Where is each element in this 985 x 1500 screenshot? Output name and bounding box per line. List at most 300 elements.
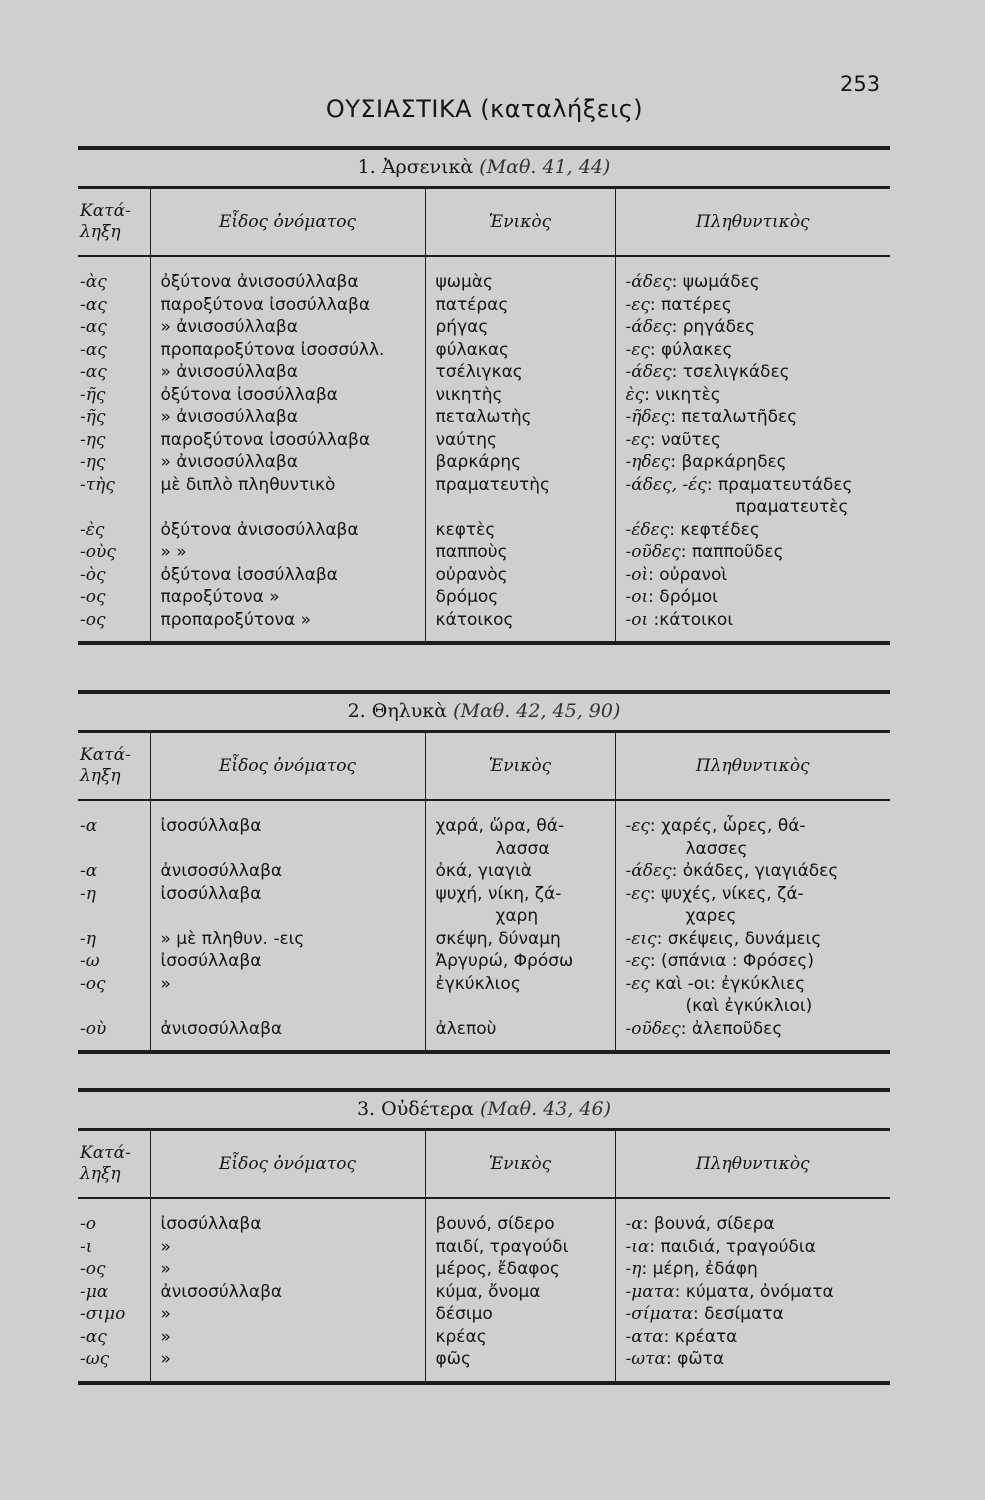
- section-feminine: [78, 690, 890, 1054]
- plural-words-cont: χαρες: [685, 906, 737, 926]
- singular-text: ἀλεποὺ: [435, 1018, 497, 1039]
- plural-words: : (σπάνια : Φρόσες): [649, 951, 815, 971]
- header-kind-text: Εἶδος ὀνόματος: [219, 756, 356, 776]
- kind-text: »: [160, 1259, 171, 1279]
- singular-text: νικητὴς: [435, 384, 503, 405]
- table-row: [78, 1198, 890, 1236]
- singular-text: κάτοικος: [435, 609, 514, 630]
- singular-text: παπποὺς: [435, 542, 508, 562]
- plural-cell: [615, 429, 890, 452]
- header-ending: [78, 732, 150, 801]
- plural-words: : δεσίματα: [692, 1304, 784, 1324]
- page-number: 253: [840, 72, 881, 96]
- ending-cell: [78, 316, 150, 339]
- singular-text: κύμα, ὄνομα: [435, 1281, 541, 1302]
- plural-words: : οὐρανοὶ: [648, 564, 728, 585]
- ending-text: -τὴς: [80, 474, 115, 495]
- section-title-feminine: [78, 690, 890, 730]
- singular-cell: [425, 973, 615, 1018]
- header-ending: [78, 1130, 150, 1199]
- header-ending-line2: ληξη: [80, 222, 121, 242]
- ending-cell: [78, 586, 150, 609]
- plural-cell: [615, 1348, 890, 1383]
- plural-ending: -ηδες: [625, 452, 671, 472]
- plural-cell: [615, 294, 890, 317]
- singular-text: ἐγκύκλιος: [435, 973, 521, 994]
- plural-ending: -ες: [625, 883, 650, 904]
- plural-cell: [615, 541, 890, 564]
- kind-cell: [150, 586, 425, 609]
- plural-words: : νικητὲς: [644, 384, 721, 405]
- table-row: [78, 294, 890, 317]
- singular-text: ναύτης: [435, 429, 498, 450]
- kind-text: παροξύτονα ἰσοσύλλαβα: [160, 429, 371, 450]
- singular-cell: [425, 541, 615, 564]
- ending-text: -ης: [80, 452, 106, 472]
- kind-cell: [150, 316, 425, 339]
- singular-text: ὀκά, γιαγιὰ: [435, 861, 532, 881]
- plural-words: : δρόμοι: [648, 587, 718, 607]
- header-singular: [425, 188, 615, 257]
- singular-text: βουνό, σίδερο: [435, 1214, 555, 1234]
- table-row: [78, 541, 890, 564]
- plural-words: : ναῦτες: [649, 429, 721, 450]
- kind-text: ἀνισοσύλλαβα: [160, 1018, 283, 1039]
- kind-cell: [150, 609, 425, 644]
- singular-cell: [425, 1281, 615, 1304]
- plural-cell: [615, 950, 890, 973]
- plural-ending: -ατα: [625, 1326, 664, 1347]
- singular-cell: [425, 361, 615, 384]
- ending-cell: [78, 429, 150, 452]
- ending-text: -ὸς: [80, 564, 106, 585]
- table-row: [78, 586, 890, 609]
- plural-cell: [615, 1018, 890, 1053]
- ending-cell: [78, 406, 150, 429]
- ending-text: -οὺ: [80, 1018, 107, 1039]
- ending-text: -ως: [80, 1349, 110, 1369]
- plural-words: : πατέρες: [649, 294, 732, 315]
- kind-cell: [150, 1018, 425, 1053]
- plural-cell: [615, 973, 890, 1018]
- ending-text: -ω: [80, 951, 100, 971]
- kind-text: ἀνισοσύλλαβα: [160, 861, 283, 881]
- kind-cell: [150, 1303, 425, 1326]
- plural-ending: -ες: [625, 294, 650, 315]
- ending-text: -η: [80, 883, 96, 904]
- plural-ending: -ες: [625, 951, 650, 971]
- singular-cell: [425, 256, 615, 294]
- table-row: [78, 1281, 890, 1304]
- header-singular: [425, 732, 615, 801]
- kind-cell: [150, 973, 425, 1018]
- ending-text: -ος: [80, 1259, 106, 1279]
- kind-cell: [150, 429, 425, 452]
- singular-cell: [425, 294, 615, 317]
- plural-words: : τσελιγκάδες: [671, 362, 790, 382]
- singular-text: τσέλιγκας: [435, 362, 523, 382]
- ending-cell: [78, 950, 150, 973]
- singular-cell: [425, 1258, 615, 1281]
- kind-text: ἰσοσύλλαβα: [160, 951, 262, 971]
- endings-table: [78, 1128, 890, 1385]
- table-row: [78, 1303, 890, 1326]
- kind-text: μὲ διπλὸ πληθυντικὸ: [160, 474, 336, 495]
- header-kind: [150, 188, 425, 257]
- plural-words: καὶ -οι: ἐγκύκλιες: [649, 973, 806, 994]
- section-title-text: 2. Θηλυκὰ: [347, 700, 448, 722]
- table-row: [78, 384, 890, 407]
- singular-cell: [425, 1018, 615, 1053]
- kind-cell: [150, 361, 425, 384]
- plural-words: : παιδιά, τραγούδια: [649, 1236, 816, 1257]
- plural-cell: [615, 474, 890, 519]
- kind-cell: [150, 339, 425, 362]
- plural-cell: [615, 928, 890, 951]
- kind-text: » ἀνισοσύλλαβα: [160, 407, 298, 427]
- plural-ending: -ωτα: [625, 1349, 666, 1369]
- ending-text: -μα: [80, 1281, 109, 1302]
- section-neuter: [78, 1088, 890, 1385]
- table-row: [78, 519, 890, 542]
- singular-cell: [425, 950, 615, 973]
- plural-words: : κύματα, ὀνόματα: [674, 1281, 834, 1302]
- singular-cell: [425, 564, 615, 587]
- plural-ending: -οι: [625, 609, 649, 630]
- kind-text: παροξύτονα ἰσοσύλλαβα: [160, 294, 371, 315]
- plural-cell: [615, 800, 890, 860]
- singular-text: ρήγας: [435, 317, 489, 337]
- plural-cell: [615, 883, 890, 928]
- table-row: [78, 1348, 890, 1383]
- ending-text: -ο: [80, 1214, 96, 1234]
- table-row: [78, 564, 890, 587]
- endings-table: [78, 186, 890, 645]
- singular-text: φύλακας: [435, 339, 510, 360]
- header-ending-line2: ληξη: [80, 766, 121, 786]
- kind-text: » ἀνισοσύλλαβα: [160, 362, 298, 382]
- kind-text: »: [160, 1326, 171, 1347]
- singular-text: φῶς: [435, 1349, 471, 1369]
- table-row: [78, 928, 890, 951]
- ending-cell: [78, 541, 150, 564]
- header-singular-text: Ἑνικὸς: [488, 212, 552, 232]
- singular-cell: [425, 1236, 615, 1259]
- ending-text: -ης: [80, 429, 106, 450]
- plural-cell: [615, 1326, 890, 1349]
- singular-text: πεταλωτὴς: [435, 407, 532, 427]
- plural-cell: [615, 519, 890, 542]
- kind-cell: [150, 519, 425, 542]
- plural-words: : σκέψεις, δυνάμεις: [656, 928, 822, 949]
- section-reference: (Μαθ. 42, 45, 90): [453, 700, 621, 722]
- plural-cell: [615, 451, 890, 474]
- kind-text: ὀξύτονα ἰσοσύλλαβα: [160, 564, 338, 585]
- header-singular: [425, 1130, 615, 1199]
- plural-ending: -σίματα: [625, 1304, 693, 1324]
- ending-cell: [78, 1236, 150, 1259]
- plural-cell: [615, 1258, 890, 1281]
- table-row: [78, 609, 890, 644]
- plural-ending: -η: [625, 1259, 642, 1279]
- plural-ending: -άδες: [625, 362, 672, 382]
- plural-cell: [615, 316, 890, 339]
- plural-ending: -άδες, -ές: [625, 474, 707, 495]
- section-title-text: 3. Οὐδέτερα: [356, 1098, 474, 1120]
- singular-text: Ἀργυρώ, Φρόσω: [435, 951, 574, 971]
- header-plural-text: Πληθυντικὸς: [695, 212, 810, 232]
- kind-text: προπαροξύτονα ἰσοσσύλλ.: [160, 339, 385, 360]
- ending-text: -ι: [80, 1236, 93, 1257]
- ending-cell: [78, 451, 150, 474]
- plural-words: : μέρη, ἐδάφη: [641, 1259, 758, 1279]
- plural-ending: -ες: [625, 816, 650, 836]
- plural-words: : βουνά, σίδερα: [642, 1214, 775, 1234]
- singular-text: βαρκάρης: [435, 452, 522, 472]
- table-row: [78, 339, 890, 362]
- header-kind-text: Εἶδος ὀνόματος: [219, 212, 356, 232]
- singular-text: σκέψη, δύναμη: [435, 928, 561, 949]
- section-masculine: [78, 146, 890, 645]
- singular-cell: [425, 1326, 615, 1349]
- ending-text: -σιμο: [80, 1304, 126, 1324]
- table-row: [78, 1326, 890, 1349]
- section-reference: (Μαθ. 43, 46): [479, 1098, 612, 1120]
- singular-text: δρόμος: [435, 587, 499, 607]
- singular-cell: [425, 860, 615, 883]
- kind-cell: [150, 1326, 425, 1349]
- ending-cell: [78, 1018, 150, 1053]
- kind-cell: [150, 800, 425, 860]
- ending-cell: [78, 928, 150, 951]
- header-ending-line2: ληξη: [80, 1164, 121, 1184]
- table-row: [78, 474, 890, 519]
- singular-cell: [425, 474, 615, 519]
- ending-cell: [78, 339, 150, 362]
- ending-cell: [78, 256, 150, 294]
- kind-cell: [150, 474, 425, 519]
- kind-text: προπαροξύτονα »: [160, 609, 312, 630]
- kind-cell: [150, 451, 425, 474]
- ending-cell: [78, 361, 150, 384]
- ending-cell: [78, 973, 150, 1018]
- kind-text: παροξύτονα »: [160, 587, 280, 607]
- kind-cell: [150, 541, 425, 564]
- plural-cell: [615, 586, 890, 609]
- ending-text: -ας: [80, 317, 107, 337]
- singular-text: χαρά, ὥρα, θά-: [435, 816, 565, 836]
- ending-cell: [78, 1348, 150, 1383]
- kind-text: » ἀνισοσύλλαβα: [160, 317, 298, 337]
- ending-cell: [78, 800, 150, 860]
- plural-ending: -α: [625, 1214, 643, 1234]
- table-row: [78, 316, 890, 339]
- ending-text: -οὺς: [80, 542, 116, 562]
- singular-cell: [425, 1348, 615, 1383]
- ending-text: -ας: [80, 294, 107, 315]
- header-ending: [78, 188, 150, 257]
- plural-cell: [615, 1198, 890, 1236]
- kind-text: ἰσοσύλλαβα: [160, 883, 262, 904]
- kind-text: ἰσοσύλλαβα: [160, 1214, 262, 1234]
- kind-text: »: [160, 1349, 171, 1369]
- header-kind-text: Εἶδος ὀνόματος: [219, 1154, 356, 1174]
- table-row: [78, 1236, 890, 1259]
- kind-cell: [150, 294, 425, 317]
- singular-cell: [425, 1198, 615, 1236]
- plural-words-cont: (καὶ ἐγκύκλιοι): [685, 996, 813, 1016]
- plural-ending: -οὶ: [625, 564, 649, 585]
- ending-cell: [78, 609, 150, 644]
- table-row: [78, 1258, 890, 1281]
- kind-text: ἰσοσύλλαβα: [160, 816, 262, 836]
- kind-text: »: [160, 1236, 171, 1257]
- plural-words: : ἀλεποῦδες: [680, 1018, 783, 1039]
- plural-ending: -ες: [625, 339, 650, 360]
- plural-cell: [615, 406, 890, 429]
- plural-cell: [615, 384, 890, 407]
- kind-cell: [150, 384, 425, 407]
- ending-cell: [78, 294, 150, 317]
- plural-words: : ρηγάδες: [671, 317, 756, 337]
- ending-cell: [78, 1303, 150, 1326]
- ending-text: -ας: [80, 362, 107, 382]
- plural-words: :κάτοικοι: [648, 609, 734, 630]
- section-title-neuter: [78, 1088, 890, 1128]
- ending-cell: [78, 474, 150, 519]
- plural-words: : κεφτέδες: [669, 519, 760, 540]
- plural-ending: -ες: [625, 973, 650, 994]
- header-plural: [615, 732, 890, 801]
- singular-text-cont: λασσα: [495, 838, 550, 859]
- plural-cell: [615, 860, 890, 883]
- kind-cell: [150, 883, 425, 928]
- plural-words-cont: λασσες: [685, 838, 748, 859]
- kind-cell: [150, 928, 425, 951]
- ending-text: -ας: [80, 1326, 107, 1347]
- ending-cell: [78, 860, 150, 883]
- singular-text: ψωμὰς: [435, 272, 493, 292]
- plural-cell: [615, 1281, 890, 1304]
- singular-cell: [425, 1303, 615, 1326]
- singular-text: παιδί, τραγούδι: [435, 1236, 569, 1257]
- ending-text: -ῆς: [80, 407, 106, 427]
- kind-cell: [150, 1281, 425, 1304]
- plural-words: : ψωμάδες: [671, 272, 760, 292]
- header-singular-text: Ἑνικὸς: [488, 756, 552, 776]
- table-row: [78, 950, 890, 973]
- plural-cell: [615, 339, 890, 362]
- table-row: [78, 429, 890, 452]
- kind-text: »: [160, 973, 171, 994]
- ending-text: -η: [80, 928, 96, 949]
- header-ending-line1: Κατά-: [80, 1143, 131, 1163]
- ending-text: -ος: [80, 587, 106, 607]
- table-row: [78, 860, 890, 883]
- plural-ending: ὲς: [625, 384, 645, 405]
- ending-text: -ὲς: [80, 519, 105, 540]
- ending-text: -α: [80, 861, 98, 881]
- kind-cell: [150, 256, 425, 294]
- header-ending-line1: Κατά-: [80, 745, 131, 765]
- plural-ending: -εις: [625, 928, 657, 949]
- table-row: [78, 406, 890, 429]
- plural-words: : χαρές, ὧρες, θά-: [649, 816, 806, 836]
- singular-text: δέσιμο: [435, 1304, 493, 1324]
- plural-words: : παπποῦδες: [680, 542, 784, 562]
- singular-cell: [425, 609, 615, 644]
- ending-text: -α: [80, 816, 98, 836]
- singular-cell: [425, 429, 615, 452]
- singular-cell: [425, 883, 615, 928]
- kind-cell: [150, 950, 425, 973]
- kind-cell: [150, 406, 425, 429]
- singular-text: κεφτὲς: [435, 519, 496, 540]
- kind-cell: [150, 1236, 425, 1259]
- plural-words: : κρέατα: [663, 1326, 738, 1347]
- singular-cell: [425, 800, 615, 860]
- header-ending-line1: Κατά-: [80, 201, 131, 221]
- header-singular-text: Ἑνικὸς: [488, 1154, 552, 1174]
- singular-cell: [425, 316, 615, 339]
- ending-text: -ὰς: [80, 272, 107, 292]
- plural-ending: -ῆδες: [625, 407, 671, 427]
- ending-cell: [78, 564, 150, 587]
- plural-ending: -έδες: [625, 519, 670, 540]
- header-plural: [615, 1130, 890, 1199]
- plural-ending: -άδες: [625, 272, 672, 292]
- table-row: [78, 256, 890, 294]
- singular-cell: [425, 406, 615, 429]
- singular-cell: [425, 519, 615, 542]
- section-title-text: 1. Ἀρσενικὰ: [357, 156, 474, 178]
- singular-cell: [425, 339, 615, 362]
- table-row: [78, 361, 890, 384]
- kind-text: ὀξύτονα ἀνισοσύλλαβα: [160, 272, 359, 292]
- header-plural-text: Πληθυντικὸς: [695, 756, 810, 776]
- plural-ending: -άδες: [625, 317, 672, 337]
- kind-text: » »: [160, 542, 187, 562]
- plural-ending: -οῦδες: [625, 542, 681, 562]
- ending-text: -ας: [80, 339, 107, 360]
- kind-text: » μὲ πληθυν. -εις: [160, 928, 305, 949]
- ending-cell: [78, 1198, 150, 1236]
- singular-cell: [425, 451, 615, 474]
- plural-ending: -οι: [625, 587, 649, 607]
- plural-words: : ὀκάδες, γιαγιάδες: [671, 861, 839, 881]
- plural-ending: -ες: [625, 429, 650, 450]
- singular-text: πραματευτὴς: [435, 474, 551, 495]
- singular-text: ψυχή, νίκη, ζά-: [435, 883, 562, 904]
- ending-cell: [78, 883, 150, 928]
- header-kind: [150, 732, 425, 801]
- singular-cell: [425, 384, 615, 407]
- singular-cell: [425, 928, 615, 951]
- plural-cell: [615, 1236, 890, 1259]
- kind-cell: [150, 860, 425, 883]
- ending-cell: [78, 1281, 150, 1304]
- kind-cell: [150, 564, 425, 587]
- kind-cell: [150, 1258, 425, 1281]
- plural-ending: -άδες: [625, 861, 672, 881]
- plural-words-cont: πραματευτὲς: [735, 497, 849, 517]
- header-kind: [150, 1130, 425, 1199]
- kind-text: »: [160, 1304, 171, 1324]
- singular-text: κρέας: [435, 1326, 487, 1347]
- table-row: [78, 1018, 890, 1053]
- kind-text: ἀνισοσύλλαβα: [160, 1281, 283, 1302]
- plural-cell: [615, 361, 890, 384]
